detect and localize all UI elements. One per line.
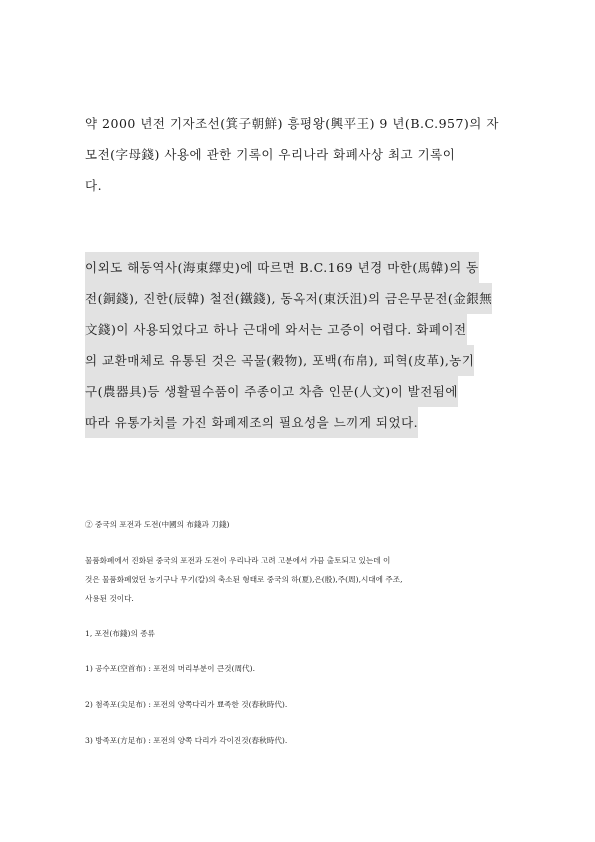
text-line: 것은 물품화폐였던 농기구나 무기(칼)의 축소된 형태로 중국의 하(夏),은(殷),주(周),시대에 주조, [85, 575, 403, 584]
highlighted-text-line: 文錢)이 사용되었다고 하나 근대에 와서는 고증이 어렵다. 화폐이전 [85, 314, 467, 345]
list-title-pojeon-types: 1, 포전(布錢)의 종류 [85, 629, 155, 638]
list-item: 3) 방족포(方足布) : 포전의 양쪽 다리가 각이진것(春秋時代). [85, 736, 288, 745]
paragraph-gija-joseon [85, 108, 513, 201]
highlighted-text-line: 전(銅錢), 진한(辰韓) 철전(鐵錢), 동옥저(東沃沮)의 금은무문전(金銀無 [85, 283, 492, 314]
text-line: 약 2000 년전 기자조선(箕子朝鮮) 흥평왕(興平王) 9 년(B.C.957)의 자 [85, 116, 499, 131]
highlighted-text-line: 따라 유통가치를 가진 화폐제조의 필요성을 느끼게 되었다. [85, 407, 418, 438]
list-item: 1) 공수포(空首布) : 포전의 머리부분이 큰것(周代). [85, 664, 256, 673]
text-line: 사용된 것이다. [85, 594, 134, 603]
highlighted-text-line: 의 교환매체로 유통된 것은 곡물(穀物), 포백(布帛), 피혁(皮革),농기 [85, 345, 474, 376]
highlighted-text-line: 구(農器具)등 생활필수품이 주종이고 차츰 인문(人文)이 발전됨에 [85, 376, 458, 407]
list-item: 2) 첨족포(尖足布) : 포전의 양쪽다리가 뾰족한 것(春秋時代). [85, 700, 288, 709]
text-line: 모전(字母錢) 사용에 관한 기록이 우리나라 화폐사상 최고 기록이 [85, 147, 456, 162]
highlighted-text-line: 이외도 해동역사(海東繹史)에 따르면 B.C.169 년경 마한(馬韓)의 동 [85, 252, 479, 283]
paragraph-commodity-money [85, 551, 513, 608]
section-heading-chinese-coins: ② 중국의 포전과 도전(中國의 布錢과 刀錢) [85, 520, 230, 529]
paragraph-haedong-yeoksa-highlighted [85, 252, 513, 438]
text-line: 다. [85, 178, 103, 193]
text-line: 물품화폐에서 진화된 중국의 포전과 도전이 우리나라 고려 고분에서 가끔 출토되고 있는데 이 [85, 556, 391, 565]
